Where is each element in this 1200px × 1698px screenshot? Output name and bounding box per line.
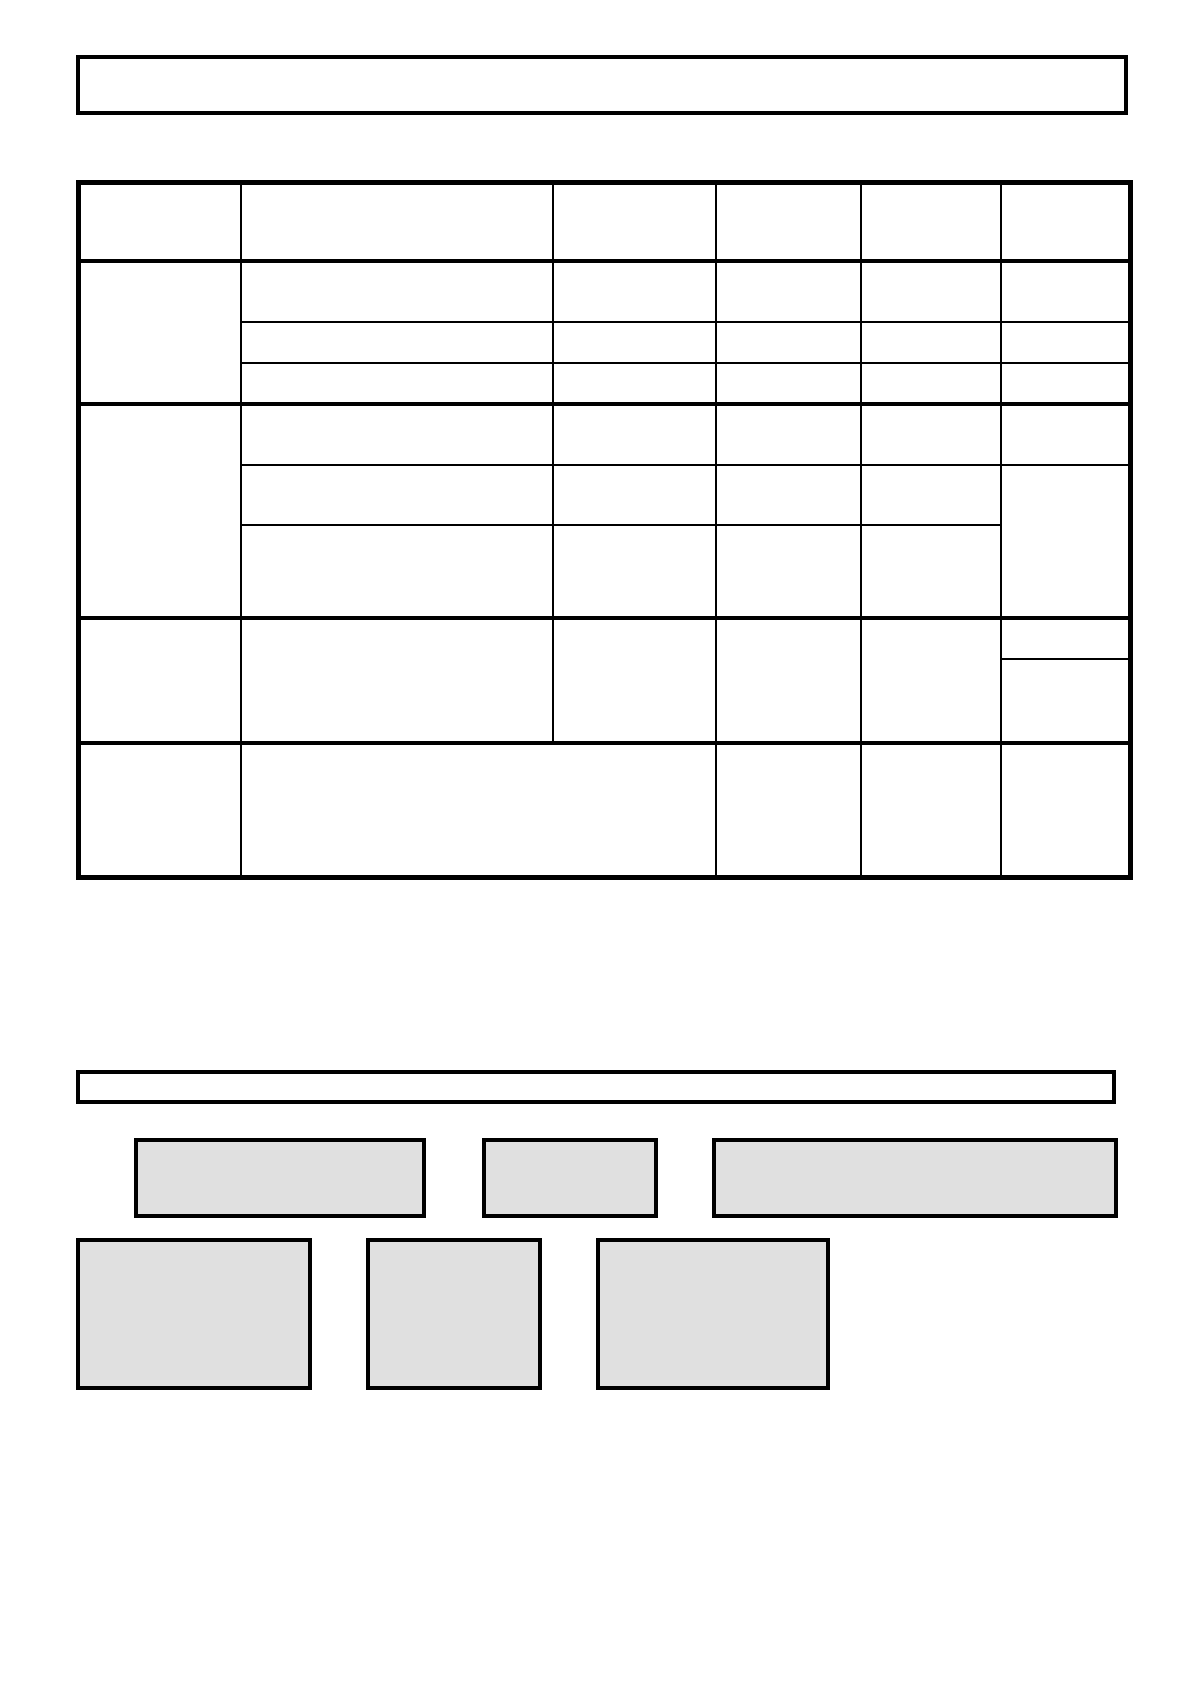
header-jeu — [1001, 183, 1131, 261]
fit-choice-table — [76, 180, 1133, 880]
cell-caractere — [241, 404, 553, 465]
cell-caractere — [241, 465, 553, 525]
cell-alesage — [716, 525, 861, 618]
cell-alesage — [716, 404, 861, 465]
tolerance-grade-row — [76, 1070, 1116, 1104]
table-row — [79, 404, 1131, 465]
table-row — [79, 261, 1131, 322]
cell-jeu — [1001, 322, 1131, 363]
header-arbre — [861, 183, 1001, 261]
cell-montage — [553, 363, 716, 404]
cell-caractere — [241, 322, 553, 363]
cell-montage — [553, 261, 716, 322]
code-m-h — [868, 571, 994, 613]
cell-arbre — [861, 618, 1001, 743]
group-effort-modere — [79, 618, 241, 743]
code-n-h — [868, 623, 994, 665]
cell-alesage — [716, 465, 861, 525]
box-fonctions-specifiques — [76, 1238, 312, 1390]
cell-montage — [553, 465, 716, 525]
group-pas-mouvement-pas-effort — [79, 404, 241, 618]
cell-caractere — [241, 743, 716, 878]
box-appareils-mesure — [134, 1138, 426, 1218]
cell-jeu — [1001, 743, 1131, 878]
cell-arbre — [861, 743, 1001, 878]
cell-montage — [553, 525, 716, 618]
box-mecanique-grossiere — [712, 1138, 1118, 1218]
code-h-n — [723, 623, 854, 665]
header-caractere — [241, 183, 553, 261]
box-qualite-courante — [482, 1138, 658, 1218]
header-alesage — [716, 183, 861, 261]
cell-alesage — [716, 618, 861, 743]
cell-jeu — [1001, 404, 1131, 465]
cell-montage — [553, 322, 716, 363]
cell-caractere — [241, 363, 553, 404]
page-title — [76, 55, 1128, 115]
code-p-h — [868, 665, 994, 707]
cell-arbre — [861, 261, 1001, 322]
group-effort-important — [79, 743, 241, 878]
cell-alesage — [716, 322, 861, 363]
header-montage — [553, 183, 716, 261]
cell-arbre — [861, 525, 1001, 618]
cell-arbre — [861, 404, 1001, 465]
code-h-m — [723, 571, 854, 613]
cell-jeu-incertain — [1001, 465, 1131, 618]
group-mouvement-possible — [79, 261, 241, 404]
cell-alesage — [716, 743, 861, 878]
code-h-k — [723, 529, 854, 571]
table-row — [79, 618, 1131, 659]
cell-caractere — [241, 261, 553, 322]
cell-arbre — [861, 363, 1001, 404]
header-mouvement — [79, 183, 241, 261]
cell-alesage — [716, 261, 861, 322]
cell-caractere — [241, 525, 553, 618]
table-header-row — [79, 183, 1131, 261]
cell-jeu — [1001, 618, 1131, 659]
cell-jeu — [1001, 261, 1131, 322]
cell-montage — [553, 618, 716, 743]
box-mecanique-tres-precise — [366, 1238, 542, 1390]
cell-arbre — [861, 465, 1001, 525]
cell-montage — [553, 404, 716, 465]
cell-jeu-serrage — [1001, 659, 1131, 743]
box-mecanique-peu-precise — [596, 1238, 830, 1390]
table-row — [79, 743, 1131, 878]
cell-alesage — [716, 363, 861, 404]
code-k-h — [868, 529, 994, 571]
cell-caractere — [241, 618, 553, 743]
cell-jeu — [1001, 363, 1131, 404]
cell-arbre — [861, 322, 1001, 363]
code-h-p — [723, 665, 854, 707]
